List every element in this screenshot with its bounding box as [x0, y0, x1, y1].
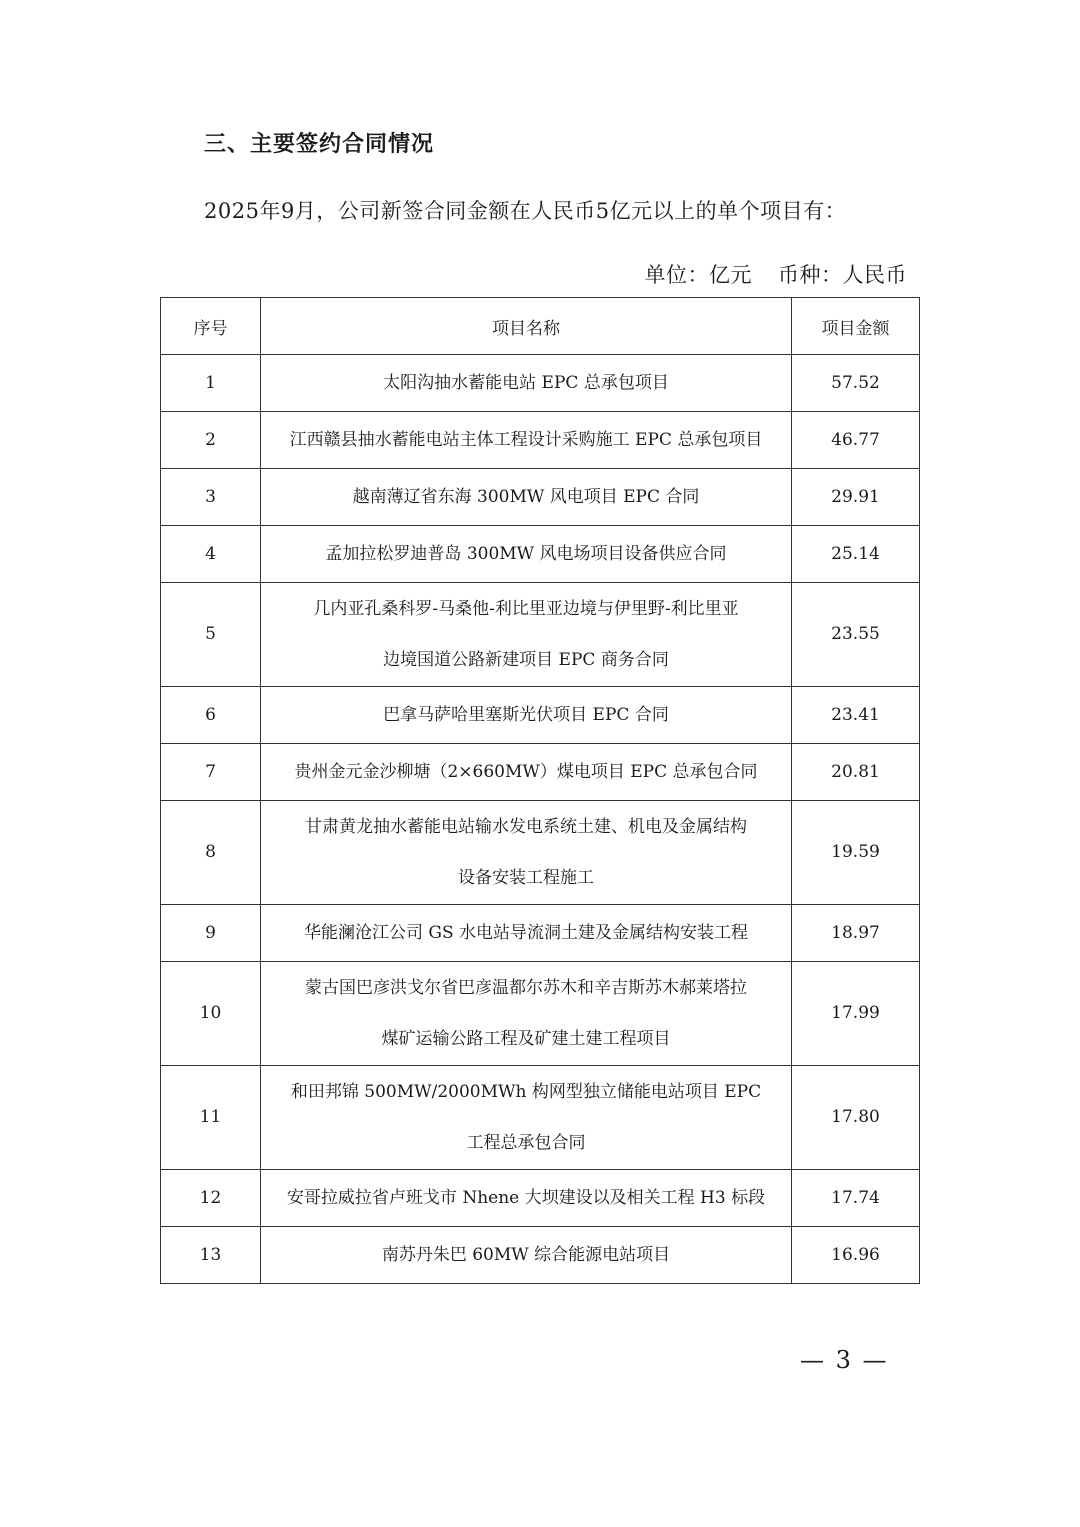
row-name-line: 甘肃黄龙抽水蓄能电站输水发电系统土建、机电及金属结构 [305, 816, 747, 837]
table-row [161, 687, 920, 744]
row-amount: 17.80 [792, 1066, 920, 1170]
table-header-row [161, 298, 920, 355]
unit-line [645, 259, 908, 289]
row-amount: 57.52 [792, 355, 920, 412]
row-no: 1 [161, 355, 261, 412]
section-title: 三、主要签约合同情况 [204, 131, 435, 157]
table-row [161, 583, 920, 687]
row-no: 12 [161, 1170, 261, 1227]
row-amount: 25.14 [792, 526, 920, 583]
header-no: 序号 [161, 298, 261, 355]
row-amount: 17.74 [792, 1170, 920, 1227]
row-name-line: 南苏丹朱巴 60MW 综合能源电站项目 [381, 1245, 671, 1265]
row-no: 3 [161, 469, 261, 526]
row-no: 4 [161, 526, 261, 583]
row-no: 5 [161, 583, 261, 687]
table-row [161, 526, 920, 583]
row-amount: 16.96 [792, 1227, 920, 1284]
table-row [161, 355, 920, 412]
row-amount: 23.41 [792, 687, 920, 744]
row-amount: 19.59 [792, 801, 920, 905]
row-name-line: 华能澜沧江公司 GS 水电站导流洞土建及金属结构安装工程 [303, 923, 749, 943]
table-row [161, 744, 920, 801]
row-name [261, 905, 792, 962]
row-no: 10 [161, 962, 261, 1066]
row-name [261, 687, 792, 744]
row-name-line: 几内亚孔桑科罗-马桑他-利比里亚边境与伊里野-利比里亚 [313, 598, 739, 619]
table-row [161, 1170, 920, 1227]
row-name [261, 355, 792, 412]
row-name [261, 526, 792, 583]
row-name [261, 469, 792, 526]
table-row [161, 412, 920, 469]
row-amount: 46.77 [792, 412, 920, 469]
row-name-line: 越南薄辽省东海 300MW 风电项目 EPC 合同 [352, 487, 700, 507]
row-name-line: 和田邦锦 500MW/2000MWh 构网型独立储能电站项目 EPC [290, 1081, 762, 1102]
currency-label: 币种：人民币 [778, 263, 907, 287]
row-name-line: 孟加拉松罗迪普岛 300MW 风电场项目设备供应合同 [325, 544, 727, 564]
row-name-line: 江西赣县抽水蓄能电站主体工程设计采购施工 EPC 总承包项目 [289, 430, 763, 450]
row-name-line: 巴拿马萨哈里塞斯光伏项目 EPC 合同 [383, 705, 669, 725]
table-row [161, 962, 920, 1066]
row-name [261, 801, 792, 905]
row-name [261, 1170, 792, 1227]
row-amount: 18.97 [792, 905, 920, 962]
table-row [161, 469, 920, 526]
row-amount: 20.81 [792, 744, 920, 801]
row-name [261, 412, 792, 469]
table-row [161, 1227, 920, 1284]
row-no: 6 [161, 687, 261, 744]
row-amount: 23.55 [792, 583, 920, 687]
table-row [161, 905, 920, 962]
table-body [161, 355, 920, 1284]
row-no: 8 [161, 801, 261, 905]
row-name-line: 煤矿运输公路工程及矿建土建工程项目 [381, 1028, 671, 1049]
table-row [161, 1066, 920, 1170]
table-row [161, 801, 920, 905]
row-name-line: 工程总承包合同 [466, 1132, 586, 1153]
row-no: 9 [161, 905, 261, 962]
row-name-line: 蒙古国巴彦洪戈尔省巴彦温都尔苏木和辛吉斯苏木郝莱塔拉 [305, 977, 747, 998]
row-name-line: 边境国道公路新建项目 EPC 商务合同 [383, 649, 669, 670]
row-name [261, 744, 792, 801]
row-no: 13 [161, 1227, 261, 1284]
header-name: 项目名称 [261, 298, 792, 355]
contracts-table [160, 297, 920, 1284]
row-name-line: 安哥拉威拉省卢班戈市 Nhene 大坝建设以及相关工程 H3 标段 [286, 1188, 766, 1208]
page-number: — 3 — [800, 1346, 889, 1374]
row-name [261, 1066, 792, 1170]
row-name [261, 962, 792, 1066]
row-name-line: 太阳沟抽水蓄能电站 EPC 总承包项目 [383, 373, 669, 393]
row-no: 2 [161, 412, 261, 469]
unit-label: 单位：亿元 [644, 263, 752, 287]
header-amount: 项目金额 [792, 298, 920, 355]
row-no: 7 [161, 744, 261, 801]
row-amount: 17.99 [792, 962, 920, 1066]
row-name-line: 贵州金元金沙柳塘（2×660MW）煤电项目 EPC 总承包合同 [294, 762, 758, 782]
row-no: 11 [161, 1066, 261, 1170]
intro-paragraph: 2025年9月，公司新签合同金额在人民币5亿元以上的单个项目有： [204, 199, 847, 223]
row-name [261, 1227, 792, 1284]
row-amount: 29.91 [792, 469, 920, 526]
row-name [261, 583, 792, 687]
row-name-line: 设备安装工程施工 [458, 867, 594, 888]
